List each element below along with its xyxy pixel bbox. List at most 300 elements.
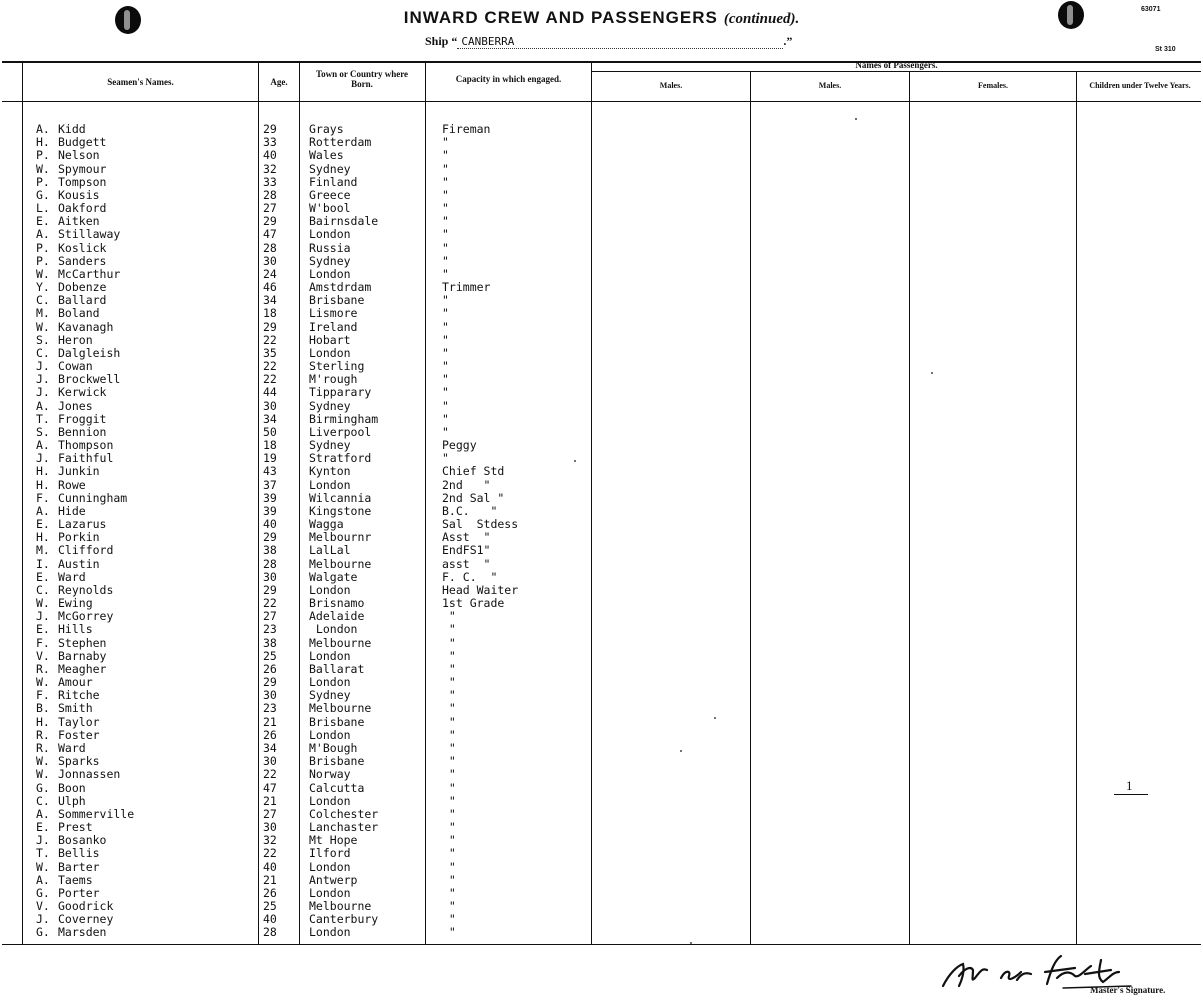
crew-age: 22 [263, 333, 277, 347]
crew-capacity: " [442, 188, 449, 202]
crew-surname: Dalgleish [58, 346, 121, 360]
crew-surname: McCarthur [58, 267, 121, 281]
crew-surname: Aitken [58, 214, 100, 228]
col-line [909, 72, 910, 945]
crew-surname: Hide [58, 504, 86, 518]
col-line [591, 62, 592, 945]
crew-birthplace: Ballarat [309, 662, 365, 676]
crew-surname: Ward [58, 741, 86, 755]
crew-birthplace: W'bool [309, 201, 351, 215]
crew-birthplace: Brisnamo [309, 596, 365, 610]
crew-birthplace: London [309, 267, 351, 281]
crew-capacity: " [442, 622, 456, 636]
crew-age: 30 [263, 399, 277, 413]
crew-surname: Jonnassen [58, 767, 121, 781]
crew-capacity: 1st Grade [442, 596, 505, 610]
crew-birthplace: Adelaide [309, 609, 365, 623]
crew-surname: Taems [58, 873, 93, 887]
crew-initial: E. [36, 820, 50, 834]
crew-surname: Smith [58, 701, 93, 715]
crew-surname: Tompson [58, 175, 107, 189]
crew-initial: A. [36, 399, 50, 413]
crew-birthplace: Brisbane [309, 715, 365, 729]
crew-birthplace: Wales [309, 148, 344, 162]
crew-birthplace: Wagga [309, 517, 344, 531]
crew-age: 23 [263, 622, 277, 636]
header-seamen-names: Seamen's Names. [107, 77, 174, 87]
crew-surname: Jones [58, 399, 93, 413]
crew-birthplace: LalLal [309, 543, 351, 557]
crew-age: 18 [263, 306, 277, 320]
crew-initial: H. [36, 530, 50, 544]
paper-speck [855, 118, 857, 120]
crew-birthplace: Stratford [309, 451, 372, 465]
crew-surname: Lazarus [58, 517, 107, 531]
crew-capacity: Fireman [442, 122, 491, 136]
crew-initial: T. [36, 846, 50, 860]
crew-age: 47 [263, 227, 277, 241]
crew-birthplace: Canterbury [309, 912, 379, 926]
crew-surname: Taylor [58, 715, 100, 729]
crew-capacity: " [442, 767, 456, 781]
header-passengers: Names of Passengers. [855, 60, 938, 70]
crew-birthplace: Walgate [309, 570, 358, 584]
crew-surname: Ulph [58, 794, 86, 808]
paper-speck [680, 750, 682, 752]
header-females: Females. [978, 81, 1008, 90]
crew-initial: W. [36, 596, 50, 610]
crew-age: 21 [263, 715, 277, 729]
crew-surname: Coverney [58, 912, 114, 926]
crew-capacity: " [442, 346, 449, 360]
crew-surname: Goodrick [58, 899, 114, 913]
crew-capacity: " [442, 873, 456, 887]
crew-age: 30 [263, 570, 277, 584]
crew-surname: Prest [58, 820, 93, 834]
crew-capacity: " [442, 306, 449, 320]
crew-capacity: " [442, 688, 456, 702]
crew-birthplace: Sterling [309, 359, 365, 373]
crew-surname: Sparks [58, 754, 100, 768]
crew-capacity: " [442, 781, 456, 795]
header-town: Town or Country where Born. [315, 69, 409, 89]
crew-age: 30 [263, 254, 277, 268]
crew-birthplace: M'Bough [309, 741, 358, 755]
crew-birthplace: Melbournr [309, 530, 372, 544]
crew-initial: E. [36, 214, 50, 228]
crew-initial: R. [36, 728, 50, 742]
paper-speck [690, 942, 692, 944]
crew-initial: J. [36, 385, 50, 399]
crew-row [0, 386, 590, 399]
crew-birthplace: Sydney [309, 438, 351, 452]
crew-surname: Heron [58, 333, 93, 347]
crew-birthplace: London [309, 728, 351, 742]
crew-capacity: " [442, 135, 449, 149]
crew-age: 27 [263, 609, 277, 623]
crew-initial: W. [36, 675, 50, 689]
crew-row [0, 702, 590, 715]
crew-capacity: " [442, 728, 456, 742]
crew-initial: H. [36, 478, 50, 492]
col-line [1076, 72, 1077, 945]
crew-age: 29 [263, 675, 277, 689]
crew-initial: A. [36, 438, 50, 452]
crew-surname: Hills [58, 622, 93, 636]
crew-birthplace: Brisbane [309, 293, 365, 307]
crew-age: 24 [263, 267, 277, 281]
crew-capacity: " [442, 609, 456, 623]
header-children: Children under Twelve Years. [1089, 81, 1191, 90]
tally-underline [1114, 794, 1148, 795]
crew-age: 39 [263, 491, 277, 505]
crew-capacity: " [442, 385, 449, 399]
crew-capacity: " [442, 807, 456, 821]
crew-initial: J. [36, 451, 50, 465]
crew-birthplace: Liverpool [309, 425, 372, 439]
crew-initial: W. [36, 162, 50, 176]
crew-capacity: EndFS1" [442, 543, 491, 557]
crew-age: 40 [263, 912, 277, 926]
crew-row [0, 623, 590, 636]
crew-capacity: Head Waiter [442, 583, 519, 597]
crew-age: 44 [263, 385, 277, 399]
crew-initial: E. [36, 622, 50, 636]
ship-line: Ship “ CANBERRA .” [425, 34, 793, 48]
crew-capacity: " [442, 320, 449, 334]
crew-surname: Porkin [58, 530, 100, 544]
crew-initial: G. [36, 781, 50, 795]
ship-label: Ship [425, 34, 449, 48]
crew-surname: Boon [58, 781, 86, 795]
crew-capacity: " [442, 899, 456, 913]
crew-birthplace: Antwerp [309, 873, 358, 887]
crew-initial: J. [36, 833, 50, 847]
crew-surname: Ballard [58, 293, 107, 307]
crew-initial: W. [36, 267, 50, 281]
crew-age: 30 [263, 688, 277, 702]
crew-age: 43 [263, 464, 277, 478]
crew-row [0, 729, 590, 742]
crew-initial: J. [36, 372, 50, 386]
crew-initial: G. [36, 925, 50, 939]
crew-capacity: " [442, 820, 456, 834]
crew-surname: Bosanko [58, 833, 107, 847]
crew-birthplace: Wilcannia [309, 491, 372, 505]
crew-initial: F. [36, 636, 50, 650]
crew-initial: V. [36, 649, 50, 663]
crew-birthplace: M'rough [309, 372, 358, 386]
ship-name: CANBERRA [457, 35, 783, 49]
crew-capacity: " [442, 333, 449, 347]
crew-surname: Ewing [58, 596, 93, 610]
header-males-1: Males. [659, 81, 683, 90]
crew-capacity: Chief Std [442, 464, 505, 478]
crew-age: 28 [263, 557, 277, 571]
crew-capacity: " [442, 412, 449, 426]
crew-birthplace: Greece [309, 188, 351, 202]
crew-capacity: " [442, 162, 449, 176]
crew-age: 28 [263, 188, 277, 202]
crew-initial: M. [36, 543, 50, 557]
crew-age: 38 [263, 636, 277, 650]
crew-age: 46 [263, 280, 277, 294]
crew-capacity: " [442, 227, 449, 241]
crew-birthplace: London [309, 583, 351, 597]
crew-capacity: Trimmer [442, 280, 491, 294]
crew-surname: Spymour [58, 162, 107, 176]
crew-row [0, 847, 590, 860]
crew-surname: Ward [58, 570, 86, 584]
crew-birthplace: Amstdrdam [309, 280, 372, 294]
crew-capacity: F. C. " [442, 570, 498, 584]
crew-age: 34 [263, 741, 277, 755]
crew-initial: H. [36, 135, 50, 149]
crew-surname: Cowan [58, 359, 93, 373]
crew-row [0, 544, 590, 557]
crew-surname: Ritche [58, 688, 100, 702]
crew-age: 38 [263, 543, 277, 557]
crew-age: 29 [263, 530, 277, 544]
crew-initial: I. [36, 557, 50, 571]
crew-age: 18 [263, 438, 277, 452]
crew-age: 22 [263, 846, 277, 860]
crew-age: 39 [263, 504, 277, 518]
crew-capacity: " [442, 860, 456, 874]
crew-age: 25 [263, 899, 277, 913]
crew-capacity: " [442, 886, 456, 900]
crew-capacity: " [442, 754, 456, 768]
crew-surname: Boland [58, 306, 100, 320]
crew-capacity: " [442, 372, 449, 386]
crew-initial: W. [36, 754, 50, 768]
crew-capacity: Asst " [442, 530, 491, 544]
crew-capacity: " [442, 425, 449, 439]
crew-surname: Nelson [58, 148, 100, 162]
crew-birthplace: Sydney [309, 254, 351, 268]
crew-surname: Kavanagh [58, 320, 114, 334]
crew-initial: S. [36, 333, 50, 347]
crew-initial: T. [36, 412, 50, 426]
crew-capacity: " [442, 662, 456, 676]
crew-birthplace: Norway [309, 767, 351, 781]
crew-age: 28 [263, 925, 277, 939]
crew-surname: Kousis [58, 188, 100, 202]
crew-age: 29 [263, 583, 277, 597]
crew-row [0, 558, 590, 571]
crew-surname: Kerwick [58, 385, 107, 399]
document-title [0, 8, 1203, 28]
crew-surname: Bennion [58, 425, 107, 439]
crew-initial: P. [36, 254, 50, 268]
crew-age: 34 [263, 293, 277, 307]
crew-row [0, 149, 590, 162]
crew-birthplace: Melbourne [309, 557, 372, 571]
crew-capacity: " [442, 254, 449, 268]
crew-surname: McGorrey [58, 609, 114, 623]
crew-surname: Brockwell [58, 372, 121, 386]
crew-row [0, 782, 590, 795]
paper-speck [931, 372, 933, 374]
crew-capacity: " [442, 148, 449, 162]
crew-surname: Cunningham [58, 491, 128, 505]
crew-surname: Faithful [58, 451, 114, 465]
crew-age: 30 [263, 754, 277, 768]
crew-capacity: " [442, 451, 449, 465]
crew-birthplace: Grays [309, 122, 344, 136]
crew-birthplace: Sydney [309, 162, 351, 176]
crew-birthplace: Rotterdam [309, 135, 372, 149]
crew-surname: Stephen [58, 636, 107, 650]
crew-initial: R. [36, 662, 50, 676]
crew-capacity: " [442, 925, 456, 939]
crew-birthplace: Calcutta [309, 781, 365, 795]
crew-row [0, 492, 590, 505]
crew-birthplace: London [309, 675, 351, 689]
crew-surname: Foster [58, 728, 100, 742]
crew-initial: W. [36, 320, 50, 334]
crew-birthplace: London [309, 649, 351, 663]
crew-surname: Oakford [58, 201, 107, 215]
crew-surname: Clifford [58, 543, 114, 557]
crew-age: 22 [263, 372, 277, 386]
crew-initial: J. [36, 359, 50, 373]
crew-age: 27 [263, 201, 277, 215]
crew-surname: Koslick [58, 241, 107, 255]
crew-capacity: Peggy [442, 438, 477, 452]
crew-surname: Bellis [58, 846, 100, 860]
crew-age: 27 [263, 807, 277, 821]
crew-capacity: " [442, 201, 449, 215]
crew-birthplace: London [309, 346, 351, 360]
crew-age: 29 [263, 320, 277, 334]
crew-birthplace: London [309, 886, 351, 900]
crew-surname: Meagher [58, 662, 107, 676]
crew-age: 23 [263, 701, 277, 715]
crew-age: 22 [263, 596, 277, 610]
crew-initial: C. [36, 583, 50, 597]
crew-surname: Sanders [58, 254, 107, 268]
crew-birthplace: Sydney [309, 688, 351, 702]
crew-age: 22 [263, 767, 277, 781]
crew-surname: Kidd [58, 122, 86, 136]
crew-age: 19 [263, 451, 277, 465]
crew-birthplace: Melbourne [309, 701, 372, 715]
crew-capacity: " [442, 741, 456, 755]
crew-initial: C. [36, 346, 50, 360]
crew-surname: Stillaway [58, 227, 121, 241]
crew-surname: Marsden [58, 925, 107, 939]
crew-age: 26 [263, 886, 277, 900]
crew-initial: P. [36, 175, 50, 189]
crew-capacity: " [442, 175, 449, 189]
crew-surname: Dobenze [58, 280, 107, 294]
crew-surname: Austin [58, 557, 100, 571]
crew-birthplace: Ilford [309, 846, 351, 860]
crew-birthplace: Melbourne [309, 899, 372, 913]
crew-initial: W. [36, 767, 50, 781]
crew-age: 40 [263, 517, 277, 531]
crew-capacity: " [442, 241, 449, 255]
header-bottom-rule [2, 101, 1201, 102]
crew-surname: Reynolds [58, 583, 114, 597]
crew-initial: A. [36, 227, 50, 241]
crew-age: 50 [263, 425, 277, 439]
crew-initial: B. [36, 701, 50, 715]
crew-initial: J. [36, 609, 50, 623]
crew-initial: G. [36, 188, 50, 202]
crew-capacity: " [442, 399, 449, 413]
crew-age: 29 [263, 214, 277, 228]
crew-birthplace: London [309, 860, 351, 874]
crew-capacity: 2nd Sal " [442, 491, 505, 505]
crew-initial: J. [36, 912, 50, 926]
header-age: Age. [270, 77, 288, 87]
crew-age: 29 [263, 122, 277, 136]
crew-surname: Froggit [58, 412, 107, 426]
crew-birthplace: Finland [309, 175, 358, 189]
crew-birthplace: London [309, 478, 351, 492]
crew-initial: F. [36, 688, 50, 702]
crew-initial: A. [36, 873, 50, 887]
crew-surname: Barter [58, 860, 100, 874]
crew-surname: Sommerville [58, 807, 135, 821]
passengers-subheader-rule [591, 71, 1201, 72]
crew-birthplace: Kingstone [309, 504, 372, 518]
crew-initial: S. [36, 425, 50, 439]
crew-birthplace: Ireland [309, 320, 358, 334]
crew-birthplace: Sydney [309, 399, 351, 413]
paper-speck [714, 717, 716, 719]
title-continued: (continued). [723, 11, 800, 27]
crew-initial: C. [36, 794, 50, 808]
crew-capacity: " [442, 912, 456, 926]
crew-birthplace: Russia [309, 241, 351, 255]
crew-capacity: B.C. " [442, 504, 498, 518]
crew-age: 21 [263, 873, 277, 887]
crew-capacity: Sal Stdess [442, 517, 519, 531]
crew-age: 30 [263, 820, 277, 834]
header-capacity: Capacity in which engaged. [455, 74, 562, 84]
crew-initial: A. [36, 122, 50, 136]
crew-birthplace: Mt Hope [309, 833, 358, 847]
crew-birthplace: Colchester [309, 807, 379, 821]
crew-initial: L. [36, 201, 50, 215]
crew-initial: Y. [36, 280, 50, 294]
crew-initial: E. [36, 517, 50, 531]
crew-initial: P. [36, 241, 50, 255]
header-males-2: Males. [818, 81, 842, 90]
crew-surname: Barnaby [58, 649, 107, 663]
crew-initial: P. [36, 148, 50, 162]
crew-capacity: " [442, 359, 449, 373]
crew-capacity: " [442, 715, 456, 729]
title-text: INWARD CREW AND PASSENGERS [403, 8, 718, 27]
crew-age: 33 [263, 175, 277, 189]
crew-surname: Rowe [58, 478, 86, 492]
crew-age: 32 [263, 833, 277, 847]
table-bottom-rule [2, 944, 1201, 945]
crew-initial: W. [36, 860, 50, 874]
crew-age: 21 [263, 794, 277, 808]
crew-capacity: " [442, 214, 449, 228]
crew-age: 34 [263, 412, 277, 426]
paper-speck [574, 460, 576, 462]
crew-age: 40 [263, 860, 277, 874]
crew-age: 35 [263, 346, 277, 360]
crew-birthplace: Melbourne [309, 636, 372, 650]
crew-row [0, 228, 590, 241]
